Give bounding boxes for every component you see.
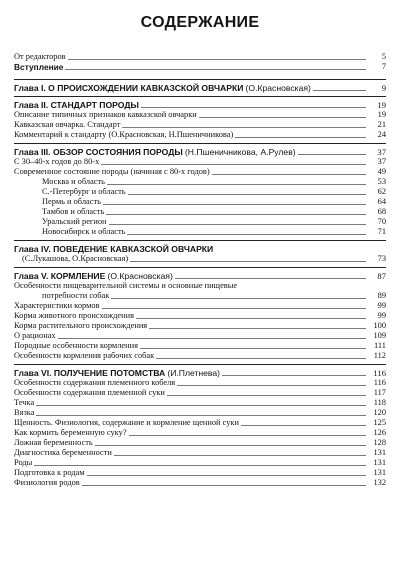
toc-entry-row[interactable] <box>14 331 386 341</box>
leader-line <box>241 425 366 426</box>
toc-entry-row[interactable] <box>14 157 386 167</box>
page-number: 131 <box>373 468 386 477</box>
toc-entry-row[interactable] <box>14 120 386 130</box>
leader-line <box>222 375 366 376</box>
leader-line <box>130 261 366 262</box>
entry-title: Корма животного происхождения <box>14 311 134 320</box>
entry-title: Течка <box>14 398 35 407</box>
page-title: СОДЕРЖАНИЕ <box>140 14 260 31</box>
page-number: 99 <box>377 301 386 310</box>
entry-title: Особенности кормления рабочих собак <box>14 351 155 360</box>
entry-title: Особенности содержания племенного кобеля <box>14 378 176 387</box>
entry-title: Кавказская овчарка. Стандарт <box>14 120 121 129</box>
page-number: 49 <box>377 167 386 176</box>
entry-title: Корма растительного происхождения <box>14 321 148 330</box>
toc-entry-row[interactable] <box>14 351 386 361</box>
toc-entry-row[interactable] <box>14 418 386 428</box>
chapter-separator <box>14 240 386 241</box>
chapter-separator <box>14 96 386 97</box>
chapter-heading: Глава V. КОРМЛЕНИЕ <box>14 271 106 281</box>
chapter-author: (О.Красновская) <box>245 83 311 93</box>
chapter-title <box>14 244 215 254</box>
page-number: 21 <box>377 120 386 129</box>
leader-line <box>87 475 366 476</box>
entry-title: От редакторов <box>14 52 66 61</box>
page-number: 24 <box>377 130 386 139</box>
toc-entry-row[interactable] <box>14 398 386 408</box>
page-number: 5 <box>381 52 386 61</box>
page-number: 53 <box>377 177 386 186</box>
spacer <box>14 72 386 76</box>
toc-entry-row[interactable] <box>14 177 386 187</box>
leader-line <box>101 164 366 165</box>
toc-entry-row[interactable] <box>14 187 386 197</box>
page-number: 120 <box>373 408 386 417</box>
leader-line <box>156 358 366 359</box>
leader-line <box>68 59 366 60</box>
chapter-separator <box>14 364 386 365</box>
entry-title: Особенности пищеварительной системы и основные пищевые <box>14 281 238 290</box>
toc-entry-row[interactable] <box>14 52 386 62</box>
toc-chapter-row[interactable] <box>14 83 386 93</box>
leader-line <box>128 194 366 195</box>
toc-chapter-row[interactable] <box>14 147 386 157</box>
page-number: 19 <box>377 110 386 119</box>
toc-entry-row[interactable] <box>14 341 386 351</box>
page-number: 131 <box>373 458 386 467</box>
page-number: 73 <box>377 254 386 263</box>
entry-title: Особенности содержания племенной суки <box>14 388 165 397</box>
entry-title: С.-Петербург и область <box>42 187 126 196</box>
chapter-separator <box>14 143 386 144</box>
page-number: 9 <box>381 83 386 93</box>
toc-entry-row[interactable] <box>14 478 386 488</box>
leader-line <box>36 405 366 406</box>
toc-entry-row[interactable] <box>14 438 386 448</box>
page-number: 132 <box>373 478 386 487</box>
chapter-heading: Глава IV. ПОВЕДЕНИЕ КАВКАЗСКОЙ ОВЧАРКИ <box>14 244 214 254</box>
toc-entry-row[interactable] <box>14 110 386 120</box>
entry-title: Диагностика беременности <box>14 448 112 457</box>
page-number: 109 <box>373 331 386 340</box>
leader-line <box>34 465 366 466</box>
entry-title: Ложная беременность <box>14 438 93 447</box>
entry-title: Описание типичных признаков кавказской овчарки <box>14 110 197 119</box>
toc-entry-row[interactable] <box>14 428 386 438</box>
toc-entry-row[interactable] <box>14 217 386 227</box>
leader-line <box>114 455 366 456</box>
chapter-author: (И.Плетнева) <box>167 368 221 378</box>
leader-line <box>129 435 366 436</box>
entry-title: Породные особенности кормления <box>14 341 138 350</box>
page-number: 62 <box>377 187 386 196</box>
leader-line <box>136 318 366 319</box>
toc-entry-row[interactable] <box>14 281 386 291</box>
toc-entry-row[interactable] <box>14 207 386 217</box>
entry-title: Характеристики кормов <box>14 301 100 310</box>
leader-line <box>177 385 366 386</box>
leader-line <box>235 137 366 138</box>
chapter-separator <box>14 79 386 80</box>
entry-title: Пермь и область <box>42 197 101 206</box>
leader-line <box>141 107 366 108</box>
toc-entry-row[interactable] <box>14 254 386 264</box>
leader-line <box>106 214 366 215</box>
entry-title: Щенность. Физиология, содержание и кормление щенной суки <box>14 418 239 427</box>
leader-line <box>140 348 366 349</box>
page-number: 116 <box>373 378 386 387</box>
page-number: 87 <box>377 271 386 281</box>
entry-title: Комментарий к стандарту (О.Красновская, Н.Пшеничникова) <box>14 130 234 139</box>
toc-entry-row[interactable] <box>14 130 386 140</box>
leader-line <box>175 278 366 279</box>
page-number: 116 <box>373 368 386 378</box>
page-number: 131 <box>373 448 386 457</box>
chapter-heading: Глава VI. ПОЛУЧЕНИЕ ПОТОМСТВА <box>14 368 166 378</box>
entry-title: Москва и область <box>42 177 105 186</box>
page-number: 128 <box>373 438 386 447</box>
leader-line <box>298 154 366 155</box>
leader-line <box>58 338 366 339</box>
toc-entry-row[interactable] <box>14 301 386 311</box>
entry-title: Современное состояние породы (начиная с 80-х годов) <box>14 167 210 176</box>
entry-title: Вступление <box>14 62 64 72</box>
leader-line <box>313 90 366 91</box>
entry-title: потребности собак <box>42 291 110 300</box>
page-number: 111 <box>374 341 386 350</box>
chapter-author: (О.Красновская) <box>107 271 173 281</box>
leader-line <box>122 127 366 128</box>
chapter-author: (Н.Пшеничникова, А.Рулев) <box>184 147 296 157</box>
entry-title: Новосибирск и область <box>42 227 126 236</box>
page-number: 89 <box>377 291 386 300</box>
entry-title: Физиология родов <box>14 478 80 487</box>
toc-entry-row[interactable] <box>14 62 386 72</box>
entry-title: Вязка <box>14 408 35 417</box>
toc-chapter-row[interactable] <box>14 100 386 110</box>
page-number: 125 <box>373 418 386 427</box>
toc-entry-row[interactable] <box>14 311 386 321</box>
leader-line <box>65 69 366 70</box>
toc-entry-row[interactable] <box>14 408 386 418</box>
entry-title: Как кормить беременную суку? <box>14 428 127 437</box>
toc-entry-row[interactable] <box>14 378 386 388</box>
entry-title: (С.Лукашова, О.Красновская) <box>22 254 129 263</box>
page-number: 7 <box>381 62 386 71</box>
page-number: 99 <box>377 311 386 320</box>
toc-chapter-row[interactable] <box>14 244 386 254</box>
chapter-heading: Глава I. О ПРОИСХОЖДЕНИИ КАВКАЗСКОЙ ОВЧАРКИ <box>14 83 244 93</box>
toc-entry-row[interactable] <box>14 227 386 237</box>
leader-line <box>111 298 366 299</box>
page-number: 64 <box>377 197 386 206</box>
chapter-title <box>14 147 298 157</box>
toc-entry-row[interactable] <box>14 291 386 301</box>
leader-line <box>103 204 366 205</box>
chapter-title <box>14 83 313 93</box>
chapter-title <box>14 271 175 281</box>
page-number: 19 <box>377 100 386 110</box>
page-number: 68 <box>377 207 386 216</box>
leader-line <box>82 485 366 486</box>
toc-chapter-row[interactable] <box>14 271 386 281</box>
page-number: 117 <box>373 388 386 397</box>
leader-line <box>107 184 366 185</box>
entry-title: О рационах <box>14 331 56 340</box>
toc-entry-row[interactable] <box>14 197 386 207</box>
toc-entry-row[interactable] <box>14 468 386 478</box>
toc-entry-row[interactable] <box>14 458 386 468</box>
toc-chapter-row[interactable] <box>14 368 386 378</box>
entry-title: Подготовка к родам <box>14 468 85 477</box>
page-number: 70 <box>377 217 386 226</box>
leader-line <box>149 328 366 329</box>
chapter-title <box>14 100 141 110</box>
toc-entry-row[interactable] <box>14 448 386 458</box>
leader-line <box>109 224 366 225</box>
page-number: 112 <box>373 351 386 360</box>
leader-line <box>212 174 366 175</box>
page-number: 37 <box>377 147 386 157</box>
chapter-separator <box>14 267 386 268</box>
page-number: 100 <box>373 321 386 330</box>
entry-title: Уральский регион <box>42 217 107 226</box>
leader-line <box>102 308 366 309</box>
toc-entry-row[interactable] <box>14 167 386 177</box>
leader-line <box>167 395 366 396</box>
leader-line <box>127 234 366 235</box>
page-number: 37 <box>377 157 386 166</box>
chapter-title <box>14 368 222 378</box>
leader-line <box>199 117 366 118</box>
page-number: 118 <box>373 398 386 407</box>
leader-line <box>95 445 366 446</box>
page-number: 126 <box>373 428 386 437</box>
entry-title: Тамбов и область <box>42 207 105 216</box>
toc-list <box>14 52 386 488</box>
table-of-contents <box>14 8 386 488</box>
page-number: 71 <box>377 227 386 236</box>
entry-title: С 30–40-х годов до 80-х <box>14 157 100 166</box>
entry-title: Роды <box>14 458 33 467</box>
toc-entry-row[interactable] <box>14 321 386 331</box>
chapter-heading: Глава II. СТАНДАРТ ПОРОДЫ <box>14 100 139 110</box>
toc-entry-row[interactable] <box>14 388 386 398</box>
chapter-heading: Глава III. ОБЗОР СОСТОЯНИЯ ПОРОДЫ <box>14 147 183 157</box>
leader-line <box>36 415 366 416</box>
